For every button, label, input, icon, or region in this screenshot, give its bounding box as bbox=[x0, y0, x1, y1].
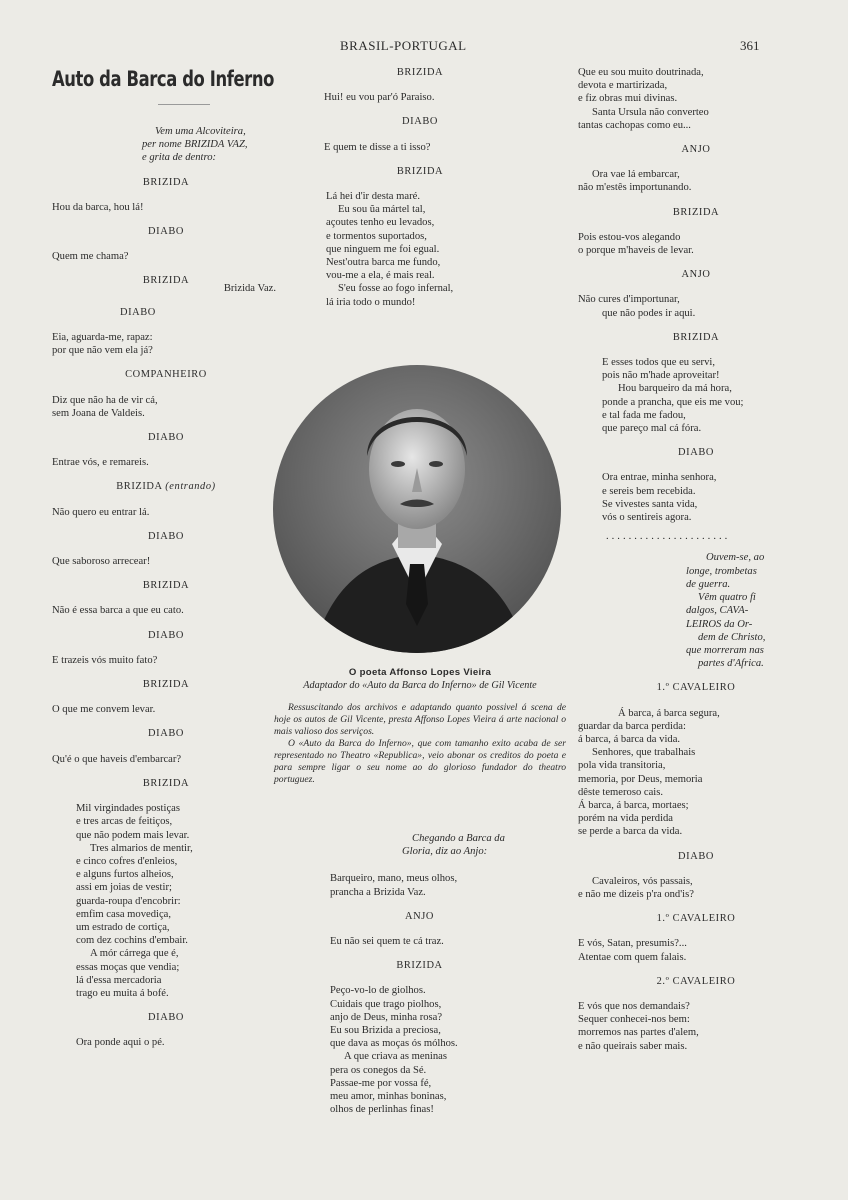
verse-line: Cavaleiros, vós passais, bbox=[592, 875, 693, 887]
verse-line: e não me dizeis p'ra ond'is? bbox=[578, 888, 694, 900]
verse-line: Eu sou Brizida a preciosa, bbox=[330, 1025, 441, 1037]
speaker-name bbox=[576, 206, 816, 219]
speaker-name bbox=[272, 910, 567, 923]
verse-line: Ora entrae, minha senhora, bbox=[602, 472, 717, 484]
verse-line: Hui! eu vou par'ó Paraiso. bbox=[324, 92, 435, 104]
stage-line: Vêm quatro fi bbox=[698, 592, 756, 604]
verse-line: dêste temeroso cais. bbox=[578, 786, 664, 798]
verse-line: A que criava as meninas bbox=[344, 1051, 447, 1063]
verse-line: assi em joias de vestir; bbox=[76, 882, 172, 894]
speaker-name bbox=[50, 777, 282, 790]
verse-line: e tres arcas de feitiços, bbox=[76, 816, 173, 828]
verse-line: anjo de Deus, minha rosa? bbox=[330, 1011, 443, 1023]
intro-line: Vem uma Alcoviteira, bbox=[155, 126, 246, 137]
verse-line: Quem me chama? bbox=[52, 251, 129, 263]
verse-line: devota e martirizada, bbox=[578, 80, 668, 92]
verse-line: guarda-roupa d'encobrir: bbox=[76, 895, 181, 907]
verse-line: trago eu muita á bofé. bbox=[76, 987, 169, 999]
verse-line: ponde a prancha, que eis me vou; bbox=[602, 396, 744, 408]
caption-paragraph: O «Auto da Barca do Inferno», que com tamanho exito acaba de ser representado no Theatro «Republica», veio abonar os creditos do poeta e para sempre ligar o seu nome ao do glorioso fundador do theatro portuguez. bbox=[274, 738, 566, 785]
poet-portrait bbox=[272, 364, 562, 654]
verse-line: Diz que não ha de vir cá, bbox=[52, 394, 158, 406]
intro-line: e grita de dentro: bbox=[142, 152, 217, 164]
verse-line: Á barca, á barca, mortaes; bbox=[578, 799, 689, 811]
speaker-name bbox=[50, 225, 282, 238]
speaker-name bbox=[576, 850, 816, 863]
stage-line: dalgos, CAVA- bbox=[686, 605, 749, 617]
verse-line: Qu'é o que haveis d'embarcar? bbox=[52, 753, 182, 765]
verse-line: Lá hei d'ir desta maré. bbox=[326, 191, 420, 203]
speaker-name bbox=[576, 143, 816, 156]
column-1-body bbox=[50, 176, 282, 1050]
verse-line: com dez cochins d'embair. bbox=[76, 935, 188, 947]
speaker-label: BRIZIDA bbox=[672, 331, 720, 343]
speaker-name bbox=[576, 268, 816, 281]
speaker-label: BRIZIDA bbox=[142, 580, 190, 592]
column-1 bbox=[50, 66, 282, 1050]
verse-line: pois não m'hade aproveitar! bbox=[602, 370, 720, 382]
speaker-label: BRIZIDA bbox=[116, 481, 163, 493]
verse-line: lá iria todo o mundo! bbox=[326, 296, 416, 308]
speaker-label: 1.º CAVALEIRO bbox=[656, 913, 736, 925]
verse-line: Não é essa barca a que eu cato. bbox=[52, 605, 184, 617]
verse-line: Não cures d'importunar, bbox=[578, 294, 680, 306]
verse-line: E vós, Satan, presumis?... bbox=[578, 938, 687, 950]
speaker-name bbox=[50, 480, 282, 493]
speaker-label: BRIZIDA bbox=[396, 960, 443, 972]
speaker-label: DIABO bbox=[120, 306, 156, 318]
verse-line: tantas cachopas como eu... bbox=[578, 119, 691, 131]
speaker-label: 2.º CAVALEIRO bbox=[656, 975, 736, 987]
verse-line: Barqueiro, mano, meus olhos, bbox=[330, 873, 458, 885]
verse-line: Não quero eu entrar lá. bbox=[52, 506, 150, 518]
stage-line: Gloria, diz ao Anjo: bbox=[402, 846, 488, 858]
speaker-label: BRIZIDA bbox=[396, 165, 444, 177]
verse-line: Passae-me por vossa fé, bbox=[330, 1077, 432, 1089]
verse-line: não m'estês importunando. bbox=[578, 182, 692, 194]
caption-name: O poeta Affonso Lopes Vieira bbox=[348, 667, 492, 678]
portrait-photo-icon bbox=[272, 364, 562, 654]
stage-line: longe, trombetas bbox=[686, 565, 757, 577]
speaker-label: BRIZIDA bbox=[142, 176, 190, 188]
speaker-name bbox=[50, 530, 282, 543]
speaker-label: DIABO bbox=[678, 447, 714, 459]
verse-line: um estrado de cortiça, bbox=[76, 921, 170, 933]
stage-line: Chegando a Barca da bbox=[412, 833, 505, 844]
speaker-label: DIABO bbox=[148, 530, 184, 542]
stage-line: de guerra. bbox=[686, 578, 731, 590]
speaker-label: DIABO bbox=[148, 1012, 184, 1024]
verse-line: A mór cárrega que é, bbox=[90, 948, 179, 960]
speaker-name bbox=[576, 912, 816, 925]
stage-direction-intro bbox=[50, 125, 282, 165]
verse-line: se perde a barca da vida. bbox=[578, 826, 683, 838]
verse-line: E trazeis vós muito fato? bbox=[52, 654, 158, 666]
verse-line: que pareço mal cá fóra. bbox=[602, 423, 702, 435]
verse-line: Hou barqueiro da má hora, bbox=[618, 383, 732, 395]
column-3-body bbox=[576, 66, 816, 1053]
verse-line: pera os conegos da Sé. bbox=[330, 1064, 427, 1076]
speaker-label: BRIZIDA bbox=[672, 206, 720, 218]
speaker-name bbox=[50, 1011, 282, 1024]
portrait-caption bbox=[270, 666, 570, 786]
speaker-name bbox=[50, 579, 282, 592]
stage-line: dem de Christo, bbox=[698, 631, 766, 643]
speaker-label: ANJO bbox=[405, 910, 434, 922]
verse-line: lá d'essa mercadoria bbox=[76, 974, 162, 986]
stage-note: (entrando) bbox=[165, 481, 216, 493]
verse-line: Peço-vo-lo de giolhos. bbox=[330, 985, 426, 997]
verse-line: Hou da barca, hou lá! bbox=[52, 201, 144, 213]
title-divider bbox=[158, 104, 210, 105]
verse-line: que dava as moças ós mólhos. bbox=[330, 1038, 458, 1050]
caption-subtitle: Adaptador do «Auto da Barca do Inferno» de Gil Vicente bbox=[303, 680, 537, 691]
speaker-name bbox=[274, 165, 566, 178]
column-2-body bbox=[274, 66, 566, 309]
speaker-name bbox=[50, 678, 282, 691]
verse-line: porém na vida perdida bbox=[578, 813, 674, 825]
speaker-label: BRIZIDA bbox=[142, 679, 190, 691]
speaker-name bbox=[50, 306, 282, 319]
verse-line: emfim casa movediça, bbox=[76, 908, 172, 920]
column-2-bottom bbox=[272, 826, 567, 1116]
verse-line: açoutes tenho eu levados, bbox=[326, 217, 435, 229]
speaker-name bbox=[50, 368, 282, 381]
verse-line: que não podem mais levar. bbox=[76, 829, 190, 841]
verse-line: Se vivestes santa vida, bbox=[602, 498, 698, 510]
article-title: Auto da Barca do Inferno bbox=[52, 67, 274, 91]
verse-line: e alguns furtos alheios, bbox=[76, 869, 174, 881]
verse-line: Atentae com quem falais. bbox=[578, 951, 687, 963]
verse-line: Que eu sou muito doutrinada, bbox=[578, 67, 704, 78]
caption-paragraph: Ressuscitando dos archivos e adaptando quanto possivel á scena de hoje os autos de Gil Vicente, presta Affonso Lopes Vieira á arte nacional o mais valioso dos serviços. bbox=[274, 702, 566, 737]
verse-line: guardar da barca perdida: bbox=[578, 720, 686, 732]
verse-line: o porque m'haveis de levar. bbox=[578, 245, 694, 257]
verse-line: Santa Ursula não converteo bbox=[592, 106, 709, 118]
verse-line: S'eu fosse ao fogo infernal, bbox=[338, 283, 454, 295]
speaker-label: BRIZIDA bbox=[142, 777, 190, 789]
verse-line: Nest'outra barca me fundo, bbox=[326, 257, 441, 269]
verse-line: morremos nas partes d'alem, bbox=[578, 1027, 699, 1039]
speaker-label: DIABO bbox=[402, 116, 438, 128]
stage-line: que morreram nas bbox=[686, 644, 764, 656]
stage-direction bbox=[272, 832, 567, 858]
running-title: BRASIL-PORTUGAL bbox=[340, 38, 467, 53]
verse-line: essas moças que vendia; bbox=[76, 961, 180, 973]
verse-line: Ora vae lá embarcar, bbox=[592, 169, 680, 181]
speaker-name bbox=[576, 681, 816, 694]
stage-line: Ouvem-se, ao bbox=[706, 552, 765, 564]
speaker-name bbox=[50, 727, 282, 740]
verse-line: meu amor, minhas boninas, bbox=[330, 1091, 447, 1103]
verse-line: E quem te disse a ti isso? bbox=[324, 141, 431, 153]
speaker-name bbox=[50, 431, 282, 444]
speaker-name bbox=[50, 176, 282, 189]
speaker-label: DIABO bbox=[148, 226, 184, 238]
speaker-name bbox=[576, 446, 816, 459]
speaker-name bbox=[274, 115, 566, 128]
verse-line: sem Joana de Valdeis. bbox=[52, 407, 145, 419]
ellipsis-separator: ...................... bbox=[606, 531, 731, 543]
speaker-label: DIABO bbox=[148, 629, 184, 641]
verse-line: e fiz obras mui divinas. bbox=[578, 93, 678, 105]
speaker-name bbox=[576, 975, 816, 988]
verse-line: E vós que nos demandais? bbox=[578, 1000, 690, 1012]
verse-line: Sequer conhecei-nos bem: bbox=[578, 1014, 690, 1026]
caption-text bbox=[270, 702, 570, 786]
speaker-label: ANJO bbox=[681, 144, 711, 156]
stage-line: LEIROS da Or- bbox=[686, 618, 753, 630]
verse-line: Brizida Vaz. bbox=[223, 282, 276, 294]
speaker-label: ANJO bbox=[681, 269, 711, 281]
speaker-name bbox=[272, 959, 567, 972]
verse-line: e tormentos suportados, bbox=[326, 230, 427, 242]
verse-line: que não podes ir aqui. bbox=[602, 307, 696, 319]
stage-line: partes d'Africa. bbox=[698, 658, 764, 670]
speaker-name bbox=[50, 629, 282, 642]
verse-line: Que saboroso arrecear! bbox=[52, 556, 151, 568]
verse-line: e sereis bem recebida. bbox=[602, 485, 696, 497]
verse-line: vou-me a ela, é mais real. bbox=[326, 270, 435, 282]
verse-line: e tal fada me fadou, bbox=[602, 409, 686, 421]
page-header bbox=[0, 38, 848, 54]
verse-line: Á barca, á barca segura, bbox=[618, 707, 720, 719]
verse-line: Senhores, que trabalhais bbox=[592, 747, 696, 759]
verse-line: Entrae vós, e remareis. bbox=[52, 457, 149, 469]
stage-direction bbox=[576, 551, 816, 670]
column-3 bbox=[576, 66, 816, 1053]
speaker-name bbox=[274, 66, 566, 79]
speaker-label: BRIZIDA bbox=[142, 275, 190, 287]
verse-line: Cuidais que trago piolhos, bbox=[330, 998, 442, 1010]
column-2-top bbox=[274, 66, 566, 309]
verse-line: Ora ponde aqui o pé. bbox=[76, 1037, 165, 1049]
verse-line: Eia, aguarda-me, rapaz: bbox=[52, 332, 153, 344]
verse-line: vós o sentireis agora. bbox=[602, 512, 692, 524]
column-2-bottom-body bbox=[272, 832, 567, 1116]
speaker-label: DIABO bbox=[148, 432, 184, 444]
verse-line: prancha a Brizida Vaz. bbox=[330, 886, 426, 898]
speaker-label: COMPANHEIRO bbox=[125, 369, 207, 381]
verse-line: por que não vem ela já? bbox=[52, 345, 153, 357]
verse-line: que ninguem me foi egual. bbox=[326, 243, 440, 255]
verse-line: Tres almarios de mentir, bbox=[90, 842, 193, 854]
verse-line: E esses todos que eu servi, bbox=[602, 357, 715, 369]
speaker-label: DIABO bbox=[678, 850, 714, 862]
verse-line: pola vida transitoria, bbox=[578, 760, 666, 772]
verse-line: Pois estou-vos alegando bbox=[578, 231, 681, 243]
page-number: 361 bbox=[740, 38, 760, 53]
verse-line: memoria, por Deus, memoria bbox=[578, 773, 703, 785]
verse-line: O que me convem levar. bbox=[52, 704, 156, 716]
verse-line: e não queirais saber mais. bbox=[578, 1040, 688, 1052]
speaker-label: BRIZIDA bbox=[396, 67, 444, 78]
speaker-label: DIABO bbox=[148, 728, 184, 740]
speaker-name bbox=[576, 331, 816, 344]
verse-line: Eu não sei quem te cá traz. bbox=[330, 936, 444, 948]
verse-line: olhos de perlinhas finas! bbox=[330, 1104, 434, 1116]
verse-line: Eu sou ũa mártel tal, bbox=[338, 204, 426, 216]
verse-line: Mil virgindades postiças bbox=[76, 803, 180, 815]
speaker-label: 1.º CAVALEIRO bbox=[656, 682, 736, 694]
intro-line: per nome BRIZIDA VAZ, bbox=[142, 139, 248, 151]
verse-line: e cinco cofres d'enleios, bbox=[76, 855, 178, 867]
verse-line: á barca, á barca da vida. bbox=[578, 733, 681, 745]
